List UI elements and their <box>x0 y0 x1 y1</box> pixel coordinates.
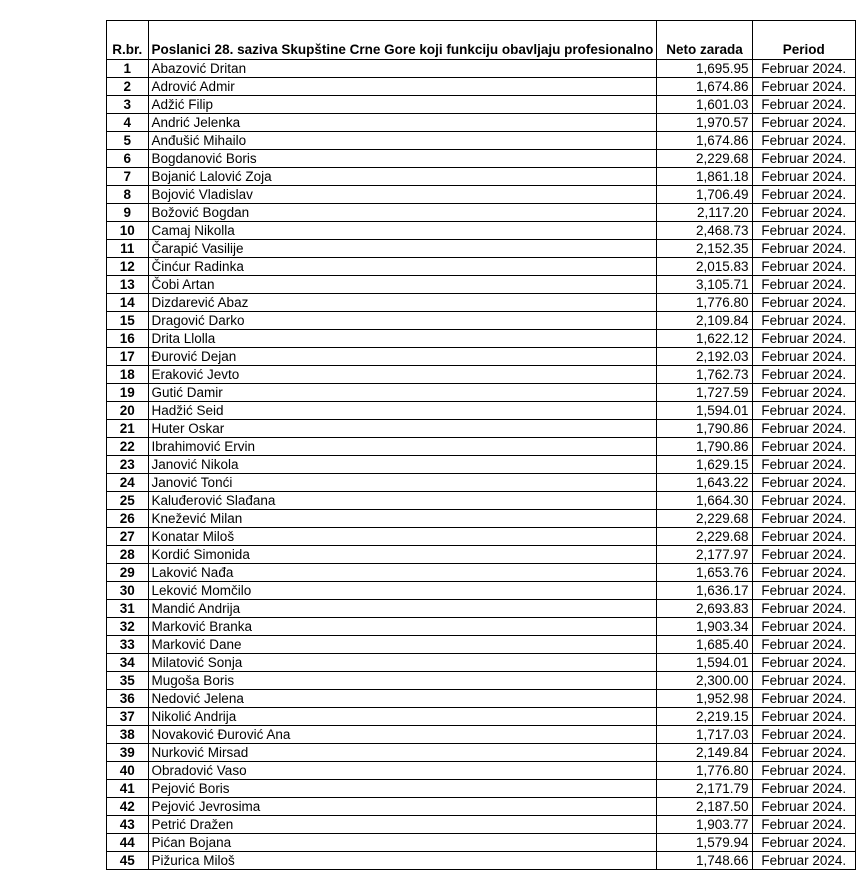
row-number: 7 <box>107 168 149 186</box>
net-salary: 2,229.68 <box>657 510 752 528</box>
header-rbr: R.br. <box>107 21 149 60</box>
period-value: Februar 2024. <box>752 564 855 582</box>
deputy-name: Mugoša Boris <box>148 672 657 690</box>
deputy-name: Anđušić Mihailo <box>148 132 657 150</box>
table-row <box>107 564 856 582</box>
net-salary: 1,717.03 <box>657 726 752 744</box>
row-number: 37 <box>107 708 149 726</box>
deputy-name: Konatar Miloš <box>148 528 657 546</box>
row-number: 40 <box>107 762 149 780</box>
header-title: Poslanici 28. saziva Skupštine Crne Gore koji funkciju obavljaju profesionalno <box>148 21 657 60</box>
row-number: 18 <box>107 366 149 384</box>
deputy-name: Čobi Artan <box>148 276 657 294</box>
net-salary: 2,152.35 <box>657 240 752 258</box>
table-row <box>107 384 856 402</box>
deputy-name: Abazović Dritan <box>148 60 657 78</box>
deputy-name: Marković Branka <box>148 618 657 636</box>
table-row <box>107 672 856 690</box>
period-value: Februar 2024. <box>752 492 855 510</box>
deputy-name: Milatović Sonja <box>148 654 657 672</box>
net-salary: 1,594.01 <box>657 654 752 672</box>
period-value: Februar 2024. <box>752 780 855 798</box>
deputy-name: Nikolić Andrija <box>148 708 657 726</box>
table-row <box>107 240 856 258</box>
table-row <box>107 528 856 546</box>
deputy-name: Bogdanović Boris <box>148 150 657 168</box>
deputy-name: Eraković Jevto <box>148 366 657 384</box>
deputy-name: Pićan Bojana <box>148 834 657 852</box>
period-value: Februar 2024. <box>752 132 855 150</box>
deputy-name: Janović Tonći <box>148 474 657 492</box>
table-row <box>107 78 856 96</box>
table-row <box>107 186 856 204</box>
net-salary: 1,685.40 <box>657 636 752 654</box>
net-salary: 1,762.73 <box>657 366 752 384</box>
table-row <box>107 330 856 348</box>
table-row <box>107 654 856 672</box>
deputy-name: Adrović Admir <box>148 78 657 96</box>
deputy-name: Mandić Andrija <box>148 600 657 618</box>
table-row <box>107 96 856 114</box>
table-row <box>107 168 856 186</box>
net-salary: 1,861.18 <box>657 168 752 186</box>
row-number: 30 <box>107 582 149 600</box>
period-value: Februar 2024. <box>752 834 855 852</box>
net-salary: 2,109.84 <box>657 312 752 330</box>
row-number: 39 <box>107 744 149 762</box>
net-salary: 1,601.03 <box>657 96 752 114</box>
row-number: 9 <box>107 204 149 222</box>
deputy-name: Đurović Dejan <box>148 348 657 366</box>
net-salary: 2,015.83 <box>657 258 752 276</box>
header-neto-zarada: Neto zarada <box>657 21 752 60</box>
deputy-name: Marković Dane <box>148 636 657 654</box>
period-value: Februar 2024. <box>752 312 855 330</box>
table-row <box>107 744 856 762</box>
row-number: 13 <box>107 276 149 294</box>
period-value: Februar 2024. <box>752 672 855 690</box>
period-value: Februar 2024. <box>752 582 855 600</box>
table-row <box>107 690 856 708</box>
row-number: 45 <box>107 852 149 870</box>
table-row <box>107 348 856 366</box>
row-number: 10 <box>107 222 149 240</box>
table-header <box>107 21 856 60</box>
row-number: 31 <box>107 600 149 618</box>
net-salary: 1,903.77 <box>657 816 752 834</box>
period-value: Februar 2024. <box>752 294 855 312</box>
row-number: 20 <box>107 402 149 420</box>
deputy-name: Adžić Filip <box>148 96 657 114</box>
net-salary: 2,468.73 <box>657 222 752 240</box>
net-salary: 2,229.68 <box>657 150 752 168</box>
row-number: 1 <box>107 60 149 78</box>
row-number: 4 <box>107 114 149 132</box>
deputy-name: Obradović Vaso <box>148 762 657 780</box>
net-salary: 1,674.86 <box>657 78 752 96</box>
period-value: Februar 2024. <box>752 150 855 168</box>
table-row <box>107 150 856 168</box>
deputy-name: Camaj Nikolla <box>148 222 657 240</box>
deputy-name: Janović Nikola <box>148 456 657 474</box>
row-number: 23 <box>107 456 149 474</box>
period-value: Februar 2024. <box>752 744 855 762</box>
deputy-name: Leković Momčilo <box>148 582 657 600</box>
row-number: 24 <box>107 474 149 492</box>
row-number: 6 <box>107 150 149 168</box>
header-period: Period <box>752 21 855 60</box>
net-salary: 1,776.80 <box>657 294 752 312</box>
deputy-name: Ibrahimović Ervin <box>148 438 657 456</box>
deputy-name: Gutić Damir <box>148 384 657 402</box>
net-salary: 2,149.84 <box>657 744 752 762</box>
row-number: 12 <box>107 258 149 276</box>
deputy-name: Laković Nađa <box>148 564 657 582</box>
period-value: Februar 2024. <box>752 852 855 870</box>
table-row <box>107 600 856 618</box>
row-number: 8 <box>107 186 149 204</box>
deputy-name: Drita Llolla <box>148 330 657 348</box>
net-salary: 1,706.49 <box>657 186 752 204</box>
deputy-name: Petrić Dražen <box>148 816 657 834</box>
row-number: 26 <box>107 510 149 528</box>
table-body <box>107 60 856 870</box>
row-number: 44 <box>107 834 149 852</box>
row-number: 16 <box>107 330 149 348</box>
net-salary: 1,790.86 <box>657 420 752 438</box>
net-salary: 1,952.98 <box>657 690 752 708</box>
period-value: Februar 2024. <box>752 348 855 366</box>
period-value: Februar 2024. <box>752 78 855 96</box>
deputy-name: Dragović Darko <box>148 312 657 330</box>
row-number: 2 <box>107 78 149 96</box>
period-value: Februar 2024. <box>752 600 855 618</box>
net-salary: 2,171.79 <box>657 780 752 798</box>
period-value: Februar 2024. <box>752 222 855 240</box>
row-number: 14 <box>107 294 149 312</box>
row-number: 27 <box>107 528 149 546</box>
net-salary: 1,695.95 <box>657 60 752 78</box>
table-row <box>107 312 856 330</box>
net-salary: 1,594.01 <box>657 402 752 420</box>
deputy-name: Pejović Boris <box>148 780 657 798</box>
table-row <box>107 546 856 564</box>
net-salary: 2,192.03 <box>657 348 752 366</box>
table-row <box>107 114 856 132</box>
net-salary: 1,636.17 <box>657 582 752 600</box>
period-value: Februar 2024. <box>752 636 855 654</box>
net-salary: 1,653.76 <box>657 564 752 582</box>
table-row <box>107 780 856 798</box>
net-salary: 1,674.86 <box>657 132 752 150</box>
table-row <box>107 762 856 780</box>
deputy-name: Činćur Radinka <box>148 258 657 276</box>
deputy-name: Huter Oskar <box>148 420 657 438</box>
period-value: Februar 2024. <box>752 798 855 816</box>
table-row <box>107 618 856 636</box>
period-value: Februar 2024. <box>752 330 855 348</box>
net-salary: 2,177.97 <box>657 546 752 564</box>
period-value: Februar 2024. <box>752 384 855 402</box>
deputy-name: Hadžić Seid <box>148 402 657 420</box>
period-value: Februar 2024. <box>752 258 855 276</box>
period-value: Februar 2024. <box>752 618 855 636</box>
table-row <box>107 582 856 600</box>
row-number: 3 <box>107 96 149 114</box>
table-row <box>107 852 856 870</box>
period-value: Februar 2024. <box>752 114 855 132</box>
table-row <box>107 798 856 816</box>
table-row <box>107 474 856 492</box>
period-value: Februar 2024. <box>752 402 855 420</box>
period-value: Februar 2024. <box>752 546 855 564</box>
deputy-name: Pižurica Miloš <box>148 852 657 870</box>
row-number: 19 <box>107 384 149 402</box>
period-value: Februar 2024. <box>752 366 855 384</box>
period-value: Februar 2024. <box>752 726 855 744</box>
table-row <box>107 294 856 312</box>
deputy-name: Kaluđerović Slađana <box>148 492 657 510</box>
net-salary: 1,622.12 <box>657 330 752 348</box>
row-number: 43 <box>107 816 149 834</box>
row-number: 15 <box>107 312 149 330</box>
net-salary: 1,748.66 <box>657 852 752 870</box>
net-salary: 1,903.34 <box>657 618 752 636</box>
row-number: 36 <box>107 690 149 708</box>
table-row <box>107 834 856 852</box>
deputy-name: Andrić Jelenka <box>148 114 657 132</box>
table-row <box>107 816 856 834</box>
deputy-name: Nurković Mirsad <box>148 744 657 762</box>
table-row <box>107 222 856 240</box>
row-number: 25 <box>107 492 149 510</box>
net-salary: 2,229.68 <box>657 528 752 546</box>
net-salary: 1,790.86 <box>657 438 752 456</box>
table-row <box>107 636 856 654</box>
row-number: 41 <box>107 780 149 798</box>
table-row <box>107 438 856 456</box>
net-salary: 1,776.80 <box>657 762 752 780</box>
period-value: Februar 2024. <box>752 510 855 528</box>
deputy-name: Novaković Đurović Ana <box>148 726 657 744</box>
table-row <box>107 726 856 744</box>
deputy-name: Knežević Milan <box>148 510 657 528</box>
period-value: Februar 2024. <box>752 438 855 456</box>
table-row <box>107 60 856 78</box>
period-value: Februar 2024. <box>752 474 855 492</box>
net-salary: 2,693.83 <box>657 600 752 618</box>
row-number: 5 <box>107 132 149 150</box>
header-row <box>107 21 856 60</box>
row-number: 22 <box>107 438 149 456</box>
row-number: 34 <box>107 654 149 672</box>
deputy-name: Kordić Simonida <box>148 546 657 564</box>
net-salary: 1,970.57 <box>657 114 752 132</box>
net-salary: 1,643.22 <box>657 474 752 492</box>
period-value: Februar 2024. <box>752 762 855 780</box>
period-value: Februar 2024. <box>752 204 855 222</box>
period-value: Februar 2024. <box>752 528 855 546</box>
table-row <box>107 132 856 150</box>
table-row <box>107 366 856 384</box>
row-number: 29 <box>107 564 149 582</box>
period-value: Februar 2024. <box>752 690 855 708</box>
table-row <box>107 492 856 510</box>
table-row <box>107 456 856 474</box>
row-number: 33 <box>107 636 149 654</box>
deputy-name: Dizdarević Abaz <box>148 294 657 312</box>
table-row <box>107 258 856 276</box>
salary-table <box>106 20 856 870</box>
net-salary: 2,187.50 <box>657 798 752 816</box>
period-value: Februar 2024. <box>752 240 855 258</box>
deputy-name: Pejović Jevrosima <box>148 798 657 816</box>
row-number: 17 <box>107 348 149 366</box>
net-salary: 2,300.00 <box>657 672 752 690</box>
period-value: Februar 2024. <box>752 168 855 186</box>
net-salary: 1,629.15 <box>657 456 752 474</box>
table-row <box>107 708 856 726</box>
table-row <box>107 420 856 438</box>
period-value: Februar 2024. <box>752 96 855 114</box>
period-value: Februar 2024. <box>752 456 855 474</box>
net-salary: 1,727.59 <box>657 384 752 402</box>
row-number: 38 <box>107 726 149 744</box>
row-number: 42 <box>107 798 149 816</box>
net-salary: 3,105.71 <box>657 276 752 294</box>
row-number: 32 <box>107 618 149 636</box>
row-number: 21 <box>107 420 149 438</box>
deputy-name: Božović Bogdan <box>148 204 657 222</box>
table-row <box>107 276 856 294</box>
table-row <box>107 510 856 528</box>
deputy-name: Nedović Jelena <box>148 690 657 708</box>
net-salary: 1,579.94 <box>657 834 752 852</box>
net-salary: 2,117.20 <box>657 204 752 222</box>
table-row <box>107 204 856 222</box>
period-value: Februar 2024. <box>752 654 855 672</box>
period-value: Februar 2024. <box>752 276 855 294</box>
period-value: Februar 2024. <box>752 708 855 726</box>
net-salary: 1,664.30 <box>657 492 752 510</box>
deputy-name: Bojanić Lalović Zoja <box>148 168 657 186</box>
period-value: Februar 2024. <box>752 420 855 438</box>
deputy-name: Bojović Vladislav <box>148 186 657 204</box>
period-value: Februar 2024. <box>752 60 855 78</box>
net-salary: 2,219.15 <box>657 708 752 726</box>
deputy-name: Čarapić Vasilije <box>148 240 657 258</box>
row-number: 28 <box>107 546 149 564</box>
table-row <box>107 402 856 420</box>
row-number: 11 <box>107 240 149 258</box>
period-value: Februar 2024. <box>752 186 855 204</box>
period-value: Februar 2024. <box>752 816 855 834</box>
row-number: 35 <box>107 672 149 690</box>
